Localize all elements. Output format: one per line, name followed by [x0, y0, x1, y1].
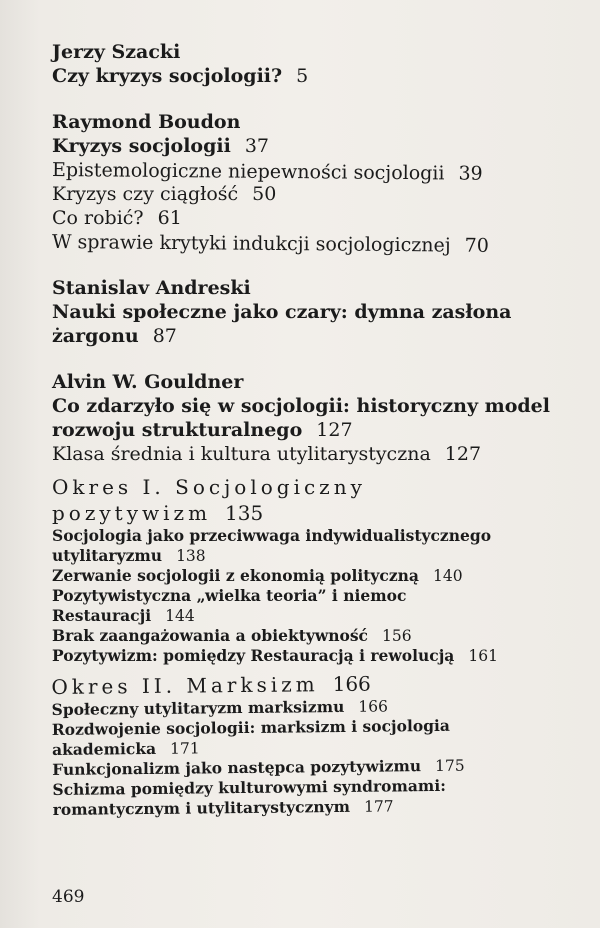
- entry-page: 70: [464, 234, 489, 257]
- chapter-title-line1: Co zdarzyło się w socjologii: historyczny model: [52, 395, 550, 417]
- entry-title-cont: romantycznym i utylitarystycznym: [52, 796, 351, 819]
- author-name: Alvin W. Gouldner: [52, 371, 244, 393]
- toc-part-two: [51, 669, 573, 820]
- entry-title: Czy kryzys socjologii?: [52, 65, 283, 87]
- entry-page: 156: [382, 627, 412, 645]
- entry-title: Kryzys czy ciągłość: [52, 183, 239, 205]
- entry-title: Pozytywizm: pomiędzy Restauracją i rewolucją: [52, 646, 455, 665]
- entry-title: Socjologia jako przeciwwaga indywidualistycznego: [52, 526, 492, 545]
- table-of-contents: [52, 40, 572, 820]
- entry-title: Społeczny utylitaryzm marksizmu: [51, 696, 345, 720]
- entry-page: 166: [332, 671, 371, 697]
- toc-entry: [52, 206, 572, 230]
- entry-title-cont: Restauracji: [52, 606, 152, 625]
- entry-page: 161: [468, 647, 498, 665]
- toc-section-andreski: [52, 276, 572, 348]
- entry-page: 166: [358, 697, 389, 716]
- entry-title: Klasa średnia i kultura utylitarystyczna: [52, 443, 431, 465]
- entry-page: 5: [296, 65, 309, 87]
- entry-page: 87: [152, 325, 177, 347]
- entry-title: Funkcjonalizm jako następca pozytywizmu: [52, 756, 422, 779]
- toc-entry: [52, 775, 572, 820]
- toc-entry: [52, 64, 572, 88]
- toc-entry: [52, 626, 572, 646]
- toc-entry: [52, 646, 572, 666]
- entry-page: 39: [458, 162, 483, 185]
- entry-title: Epistemologiczne niepewności socjologii: [51, 159, 445, 185]
- entry-page: 135: [225, 501, 264, 525]
- chapter-title-line1: Nauki społeczne jako czary: dymna zasłona: [52, 301, 512, 323]
- toc-section-boudon: [51, 110, 572, 257]
- author-name: Jerzy Szacki: [52, 41, 181, 63]
- chapter-title-text: Kryzys socjologii: [52, 135, 231, 157]
- part-heading-line2: [52, 500, 572, 526]
- toc-entry: [52, 566, 572, 586]
- chapter-title: [52, 134, 572, 158]
- toc-entry: [52, 526, 572, 566]
- toc-section-gouldner: [52, 370, 572, 466]
- entry-title: Schizma pomiędzy kulturowymi syndromami:: [52, 775, 446, 799]
- entry-page: 177: [363, 797, 394, 816]
- toc-entry: [52, 442, 572, 466]
- entry-page: 50: [252, 183, 277, 205]
- toc-entry: [52, 586, 572, 626]
- toc-entry: [52, 715, 572, 760]
- entry-page: 138: [176, 547, 206, 565]
- part-heading-text: Okres II. Marksizm: [51, 672, 319, 700]
- entry-page: 127: [316, 419, 353, 441]
- author-name: Stanislav Andreski: [52, 277, 251, 299]
- toc-entry: [52, 158, 572, 187]
- entry-title: Rozdwojenie socjologii: marksizm i socjologia: [51, 715, 451, 740]
- toc-entry: [52, 230, 572, 259]
- author-name: Raymond Boudon: [52, 111, 241, 133]
- toc-part-one: [52, 474, 572, 666]
- entry-page: 61: [157, 207, 182, 229]
- entry-page: 140: [432, 567, 463, 585]
- entry-title: Co robić?: [52, 207, 144, 229]
- entry-title: Zerwanie socjologii z ekonomią polityczną: [52, 566, 419, 585]
- entry-title: W sprawie krytyki indukcji socjologicznej: [51, 231, 451, 257]
- entry-page: 171: [169, 739, 200, 758]
- chapter-title-text: żargonu: [52, 325, 139, 347]
- entry-page: 175: [434, 756, 465, 775]
- entry-title-cont: akademicka: [51, 738, 157, 759]
- chapter-title-text: rozwoju strukturalnego: [52, 419, 303, 441]
- entry-title-cont: utylitaryzmu: [52, 546, 163, 565]
- toc-section-szacki: [52, 40, 572, 88]
- part-heading-text: pozytywizm: [52, 501, 212, 525]
- page-number: 469: [52, 887, 85, 907]
- entry-title: Pozytywistyczna „wielka teoria” i niemoc: [52, 586, 407, 605]
- entry-page: 127: [444, 443, 482, 465]
- part-heading-line1: Okres I. Socjologiczny: [52, 475, 366, 499]
- entry-page: 37: [244, 135, 269, 157]
- entry-page: 144: [165, 607, 195, 625]
- chapter-title-line2: [52, 324, 572, 348]
- chapter-title-line2: [52, 418, 572, 442]
- entry-title: Brak zaangażowania a obiektywność: [52, 626, 368, 645]
